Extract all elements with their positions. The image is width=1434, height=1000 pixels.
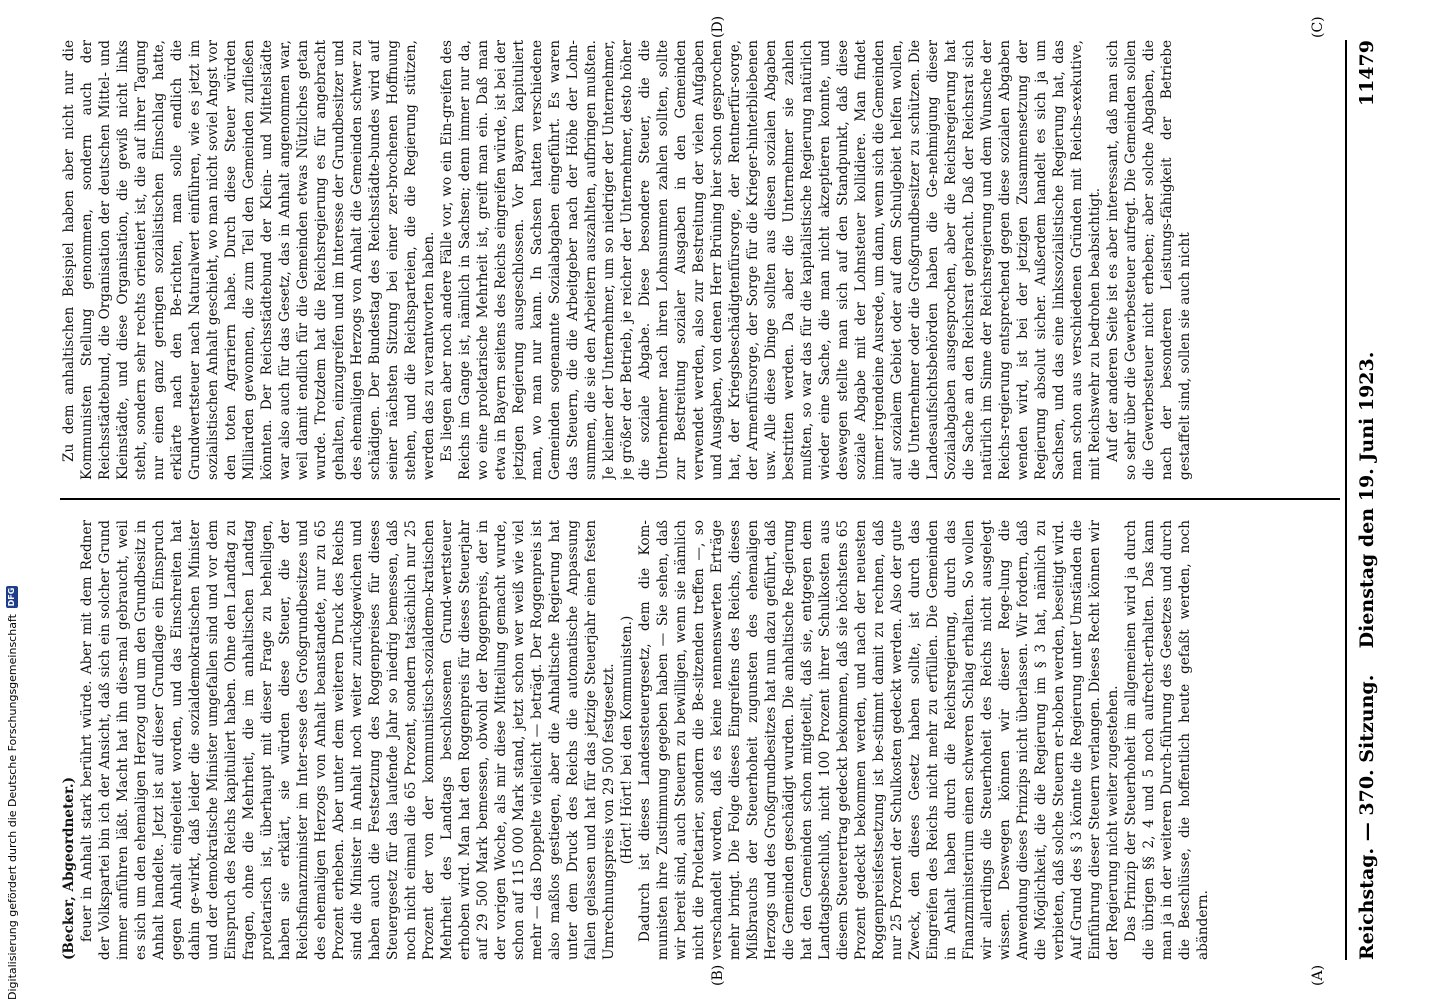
page-header <box>1350 40 1390 960</box>
header-rule <box>1345 40 1347 960</box>
column-divider <box>60 498 1340 500</box>
credit-text: Digitalisierung gefördert durch die Deutsche Forschungsgemeinschaft <box>5 614 19 1000</box>
paragraph: Auf der anderen Seite ist es aber interessant, daß man sich so sehr über die Gewerbesteuer aufregt. Die Gemeinden sollen die Gewerbesteuer nicht erheben; aber solche Abgaben, die nach der besonderen Leistungs-fähigkeit der Betriebe gestaffelt sind, sollen sie auch nicht <box>1105 40 1193 480</box>
speaker-label: (Becker, Abgeordneter.) <box>61 776 77 960</box>
dfg-logo-icon: DFG <box>7 587 16 607</box>
margin-mark-d: (D) <box>710 15 726 38</box>
header-left: Reichstag. — 370. Sitzung. <box>1356 674 1378 960</box>
paragraph: Es liegen aber noch andere Fälle vor, wo ein Ein-greifen des Reichs im Gange ist, nämlich in Sachsen; denn immer nur da, wo eine proletarische Mehrheit ist, greift man ein. Daß man etwa in Bayern seitens des Reichs eingreifen würde, ist bei der jetzigen Regierung ausgeschlossen. Vor Bayern kapituliert man, wo man nur kann. In Sachsen hatten verschiedene Gemeinden sogenannte Sozialabgaben eingeführt. Es waren das Steuern, die die Arbeitgeber nach der Höhe der Lohn-summen, die sie den Arbeitern auszahlten, aufbringen mußten. Je kleiner der Unternehmer, um so niedriger der Unternehmer, je größer der Betrieb, je reicher der Unternehmer, desto höher die soziale Abgabe. Diese besondere Steuer, die die Unternehmer nach ihren Lohnsummen zahlen sollten, sollte zur Bestreitung sozialer Ausgaben in den Gemeinden verwendet werden, also zur Bestreitung der vielen Aufgaben und Ausgaben, von denen Herr Brüning hier schon gesprochen hat, der Kriegsbeschädigtenfürsorge, der Rentnerfür-sorge, der Armenfürsorge, der Sorge für die Krieger-hinterbliebenen usw. Alle diese Dinge sollten aus diesen sozialen Abgaben bestritten werden. Da aber die Unternehmer sie zahlen mußten, so war das für die kapitalistische Regierung natürlich wieder eine Sache, die man nicht akzeptieren konnte, und deswegen stellte man sich auf den Standpunkt, daß diese soziale Abgabe mit der Lohnsteuer kollidiere. Man findet immer irgendeine Ausrede, um dann, wenn sich die Gemeinden auf sozialem Gebiet oder auf dem Schulgebiet helfen wollen, die Unternehmer oder die Großgrundbesitzer zu schützen. Die Landesaufsichtsbehörden haben die Ge-nehmigung dieser Sozialabgaben ausgesprochen, aber die Reichsregierung hat die Sache an den Reichsrat gebracht. Daß der Reichsrat sich natürlich im Sinne der Reichsregierung und dem Wunsche der Reichs-regierung entsprechend gegen diese sozialen Abgaben wenden wird, ist bei der jetzigen Zusammensetzung der Regierung absolut sicher. Außerdem handelt es sich ja um Sachsen, und das eine linkssozialistische Regierung hat, das man schon aus verschiedenen Gründen mit Reichs-exekutive, mit Reichswehr zu bedrohen beabsichtigt. <box>439 40 1103 480</box>
digitization-credit <box>4 0 20 1000</box>
paragraph: (Hört! Hört! bei den Kommunisten.) <box>619 615 635 865</box>
margin-mark-c: (C) <box>1310 16 1326 38</box>
paragraph: Zu dem anhaltischen Beispiel haben aber nicht nur die Kommunisten Stellung genommen, sondern auch der Reichsstädtebund, die Organisation der deutschen Mittel- und Kleinstädte, und diese Organisation, die gewiß nicht links steht, sondern sehr rechts orientiert ist, die auf ihrer Tagung nur einen ganz geringen sozialistischen Einschlag hatte, erklärte nach den Be-richten, man solle endlich die Grundwertsteuer nach Naturalwert einführen, wie es jetzt im sozialistischen Anhalt geschieht, wo man nicht soviel Angst vor den toten Agrariern habe. Durch diese Steuer würden Milliarden gewonnen, die zum Teil den Gemeinden zufließen könnten. Der Reichsstädtebund der Klein- und Mittelstädte war also auch für das Gesetz, das in Anhalt angenommen war, weil damit endlich für die Gemeinden etwas Nützliches getan wurde. Trotzdem hat die Reichsregierung es für angebracht gehalten, einzugreifen und im Interesse der Grundbesitzer und des ehemaligen Herzogs von Anhalt die Gemeinden schwer zu schädigen. Der Bundestag des Reichsstädte-bundes wird auf seiner nächsten Sitzung bei einer zer-brochenen Hoffnung stehen, und die Reichsparteien, die die Regierung stützen, werden das zu verantworten haben. <box>61 40 437 480</box>
rotated-page <box>20 0 1415 1000</box>
margin-mark-b: (B) <box>710 964 726 986</box>
paragraph: Dadurch ist dieses Landessteuergesetz, dem die Kom-munisten ihre Zustimmung gegeben haben — Sie sehen, daß wir bereit sind, auch Steuern zu bewilligen, wenn sie nämlich nicht die Proletarier, sondern die Be-sitzenden treffen —, so verschandelt worden, daß es keine nennenswerten Erträge mehr bringt. Die Folge dieses Eingreifens des Reichs, dieses Mißbrauchs der Steuerhoheit zugunsten des ehemaligen Herzogs und des Großgrundbesitzes hat nun dazu geführt, daß die Gemeinden geschädigt wurden. Die anhaltische Re-gierung hat den Gemeinden schon mitgeteilt, daß sie, entgegen dem Landtagsbeschluß, nicht 100 Prozent ihrer Schulkosten aus diesem Steuerertrag gedeckt bekommen, daß sie höchstens 65 Prozent gedeckt bekommen werden, und nach der neuesten Roggenpreisfestsetzung ist be-stimmt damit zu rechnen, daß nur 25 Prozent der Schulkosten gedeckt werden. Also der gute Zweck, den dieses Gesetz haben sollte, ist durch das Eingreifen des Reichs nicht mehr zu erfüllen. Die Gemeinden in Anhalt haben durch die Reichsregierung, durch das Finanzministerium einen schweren Schlag erhalten. So wollen wir allerdings die Steuerhoheit des Reichs nicht ausgelegt wissen. Deswegen können wir dieser Rege-lung die Anwendung dieses Prinzips nicht überlassen. Wir fordern, daß die Möglichkeit, die die Regierung im § 3 hat, nämlich zu verbieten, daß solche Steuern er-hoben werden, beseitigt wird. Auf Grund des § 3 könnte die Regierung unter Umständen die Einführung dieser Steuern verlangen. Dieses Recht können wir der Regierung nicht weiter zugestehen. <box>637 520 1121 960</box>
column-right <box>60 40 1340 480</box>
paragraph: Das Prinzip der Steuerhoheit im allgemeinen wird ja durch die übrigen §§ 2, 4 und 5 noch aufrecht-erhalten. Das kann man ja in der weiteren Durch-führung des Gesetzes und durch die Beschlüsse, die hoffentlich heute gefaßt werden, noch abändern. <box>1123 520 1211 960</box>
column-left <box>60 520 1340 960</box>
header-center: Dienstag den 19. Juni 1923. <box>1356 351 1378 649</box>
page-number: 11479 <box>1356 40 1378 107</box>
margin-mark-a: (A) <box>1310 964 1326 986</box>
paragraph: feuer in Anhalt stark berührt würde. Aber mit dem Redner der Volkspartei bin ich der Ansicht, daß sich ein solcher Grund immer anführen läßt. Macht hat ihn dies-mal gebraucht, weil es sich um den ehemaligen Herzog und um den Grundbesitz in Anhalt handelte. Jetzt ist auf dieser Grundlage ein Einspruch gegen Anhalt eingeleitet worden, und das Einschreiten hat dahin ge-wirkt, daß leider die sozialdemokratischen Minister und der demokratische Minister umgefallen sind und vor dem Einspruch des Reichs kapituliert haben. Ohne den Landtag zu fragen, ohne die Mehrheit, die im anhaltischen Landtag proletarisch ist, überhaupt mit dieser Frage zu behelligen, haben sie erklärt, sie würden diese Steuer, die der Reichsfinanzminister im Inter-esse des Großgrundbesitzes und des ehemaligen Herzogs von Anhalt beanstandete, nur zu 65 Prozent erheben. Aber unter dem weiteren Druck des Reichs sind die Minister in Anhalt noch weiter zurückgewichen und haben auch die Festsetzung des Roggenpreises für dieses Steuergesetz für das laufende Jahr so niedrig bemessen, daß noch nicht einmal die 65 Prozent, sondern tatsächlich nur 25 Prozent der von der kommunistisch-sozialdemo-kratischen Mehrheit des Landtags beschlossenen Grund-wertsteuer erhoben wird. Man hat den Roggenpreis für dieses Steuerjahr auf 29 500 Mark bemessen, obwohl der Roggenpreis, der in der vorigen Woche, als mir diese Mitteilung gemacht wurde, schon auf 115 000 Mark stand, jetzt schon wer weiß wie viel mehr — das Doppelte vielleicht — beträgt. Der Roggenpreis ist also maßlos gestiegen, aber die Anhaltische Regierung hat unter dem Druck des Reichs die automatische Anpassung fallen gelassen und hat für das jetzige Steuerjahr einen festen Umrechnungspreis von 29 500 festgesetzt. <box>79 520 617 960</box>
